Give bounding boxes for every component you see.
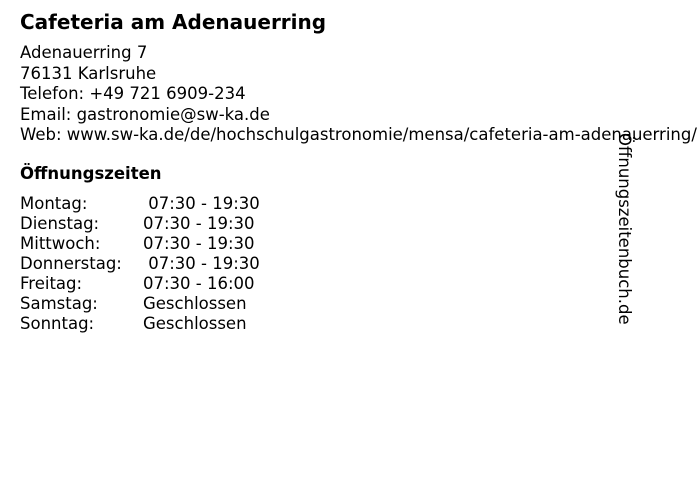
email-address: Email: gastronomie@sw-ka.de <box>20 104 270 124</box>
hours-row-wednesday <box>20 234 260 254</box>
address-block <box>20 43 697 146</box>
hours-row-sunday <box>20 314 260 334</box>
hours-value: 07:30 - 16:00 <box>143 274 255 293</box>
hours-value: 07:30 - 19:30 <box>143 254 260 273</box>
page-title: Cafeteria am Adenauerring <box>20 10 327 34</box>
hours-value: Geschlossen <box>143 314 247 333</box>
street-address: Adenauerring 7 <box>20 43 148 62</box>
hours-row-thursday <box>20 254 260 274</box>
day-label: Dienstag: <box>20 214 100 233</box>
hours-value: 07:30 - 19:30 <box>143 214 255 233</box>
hours-value: Geschlossen <box>143 294 247 313</box>
day-label: Mittwoch: <box>20 234 101 253</box>
hours-row-friday <box>20 274 260 294</box>
day-label: Sonntag: <box>20 314 95 333</box>
hours-row-monday <box>20 194 260 214</box>
day-label: Montag: <box>20 194 88 213</box>
city-postal-code: 76131 Karlsruhe <box>20 63 157 83</box>
hours-value: 07:30 - 19:30 <box>143 194 260 213</box>
hours-value: 07:30 - 19:30 <box>143 234 255 253</box>
opening-hours-table <box>20 194 260 334</box>
opening-hours-heading: Öffnungszeiten <box>20 164 162 183</box>
hours-row-tuesday <box>20 214 260 234</box>
day-label: Samstag: <box>20 294 98 313</box>
hours-row-saturday <box>20 294 260 314</box>
website-link[interactable]: Web: www.sw-ka.de/de/hochschulgastronomie/mensa/cafeteria-am-adenauerring/ <box>20 125 697 144</box>
day-label: Donnerstag: <box>20 254 122 273</box>
watermark-label: Öffnungszeitenbuch.de <box>615 133 634 325</box>
day-label: Freitag: <box>20 274 83 293</box>
phone-number: Telefon: +49 721 6909-234 <box>20 84 246 103</box>
